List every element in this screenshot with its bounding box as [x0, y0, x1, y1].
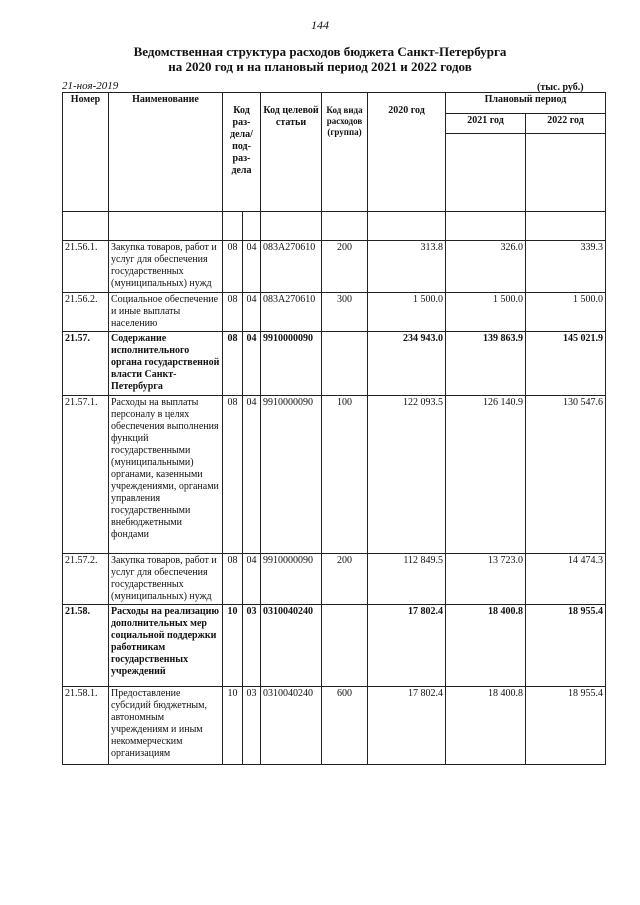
row-section: 08	[223, 396, 243, 554]
row-subsection: 04	[243, 396, 261, 554]
row-number: 21.56.2.	[63, 293, 109, 332]
row-value-2020: 234 943.0	[368, 332, 446, 396]
row-value-2020: 313.8	[368, 241, 446, 293]
row-value-2021: 13 723.0	[446, 554, 526, 605]
table-body	[63, 212, 606, 765]
row-value-2020: 17 802.4	[368, 605, 446, 687]
header-2022: 2022 год	[526, 114, 606, 134]
row-expense-type: 200	[322, 554, 368, 605]
title-line-2: на 2020 год и на плановый период 2021 и 2022 годов	[168, 59, 472, 74]
row-value-2020: 17 802.4	[368, 687, 446, 765]
row-expense-type	[322, 332, 368, 396]
row-number: 21.57.1.	[63, 396, 109, 554]
row-section: 10	[223, 605, 243, 687]
row-target-code: 9910000090	[261, 396, 322, 554]
row-value-2021: 1 500.0	[446, 293, 526, 332]
row-subsection: 04	[243, 554, 261, 605]
row-section: 10	[223, 687, 243, 765]
row-name: Закупка товаров, работ и услуг для обеспечения государственных (муниципальных) нужд	[109, 241, 223, 293]
row-section: 08	[223, 332, 243, 396]
document-date: 21-ноя-2019	[62, 80, 119, 92]
row-subsection: 04	[243, 241, 261, 293]
row-name: Расходы на выплаты персоналу в целях обеспечения выполнения функций государственными (муниципальными) органами, казенными учреждениями, органами управления государственными внебюджетными фондами	[109, 396, 223, 554]
header-blank-2021	[446, 134, 526, 212]
row-value-2022: 18 955.4	[526, 605, 606, 687]
row-expense-type: 200	[322, 241, 368, 293]
row-value-2022: 1 500.0	[526, 293, 606, 332]
row-number: 21.56.1.	[63, 241, 109, 293]
row-target-code: 9910000090	[261, 332, 322, 396]
row-value-2022: 145 021.9	[526, 332, 606, 396]
table-row	[63, 332, 606, 396]
row-target-code: 0310040240	[261, 605, 322, 687]
header-target: Код целевой статьи	[261, 93, 322, 212]
table-row	[63, 396, 606, 554]
row-expense-type	[322, 605, 368, 687]
table-row	[63, 605, 606, 687]
row-value-2020: 122 093.5	[368, 396, 446, 554]
row-value-2022: 339.3	[526, 241, 606, 293]
spacer-row	[63, 212, 606, 241]
row-value-2021: 18 400.8	[446, 687, 526, 765]
header-2020: 2020 год	[368, 93, 446, 212]
header-name: Наименование	[109, 93, 223, 212]
row-section: 08	[223, 241, 243, 293]
row-target-code: 0310040240	[261, 687, 322, 765]
row-expense-type: 600	[322, 687, 368, 765]
row-section: 08	[223, 293, 243, 332]
row-value-2022: 14 474.3	[526, 554, 606, 605]
row-subsection: 04	[243, 293, 261, 332]
row-name: Предоставление субсидий бюджетным, автономным учреждениям и иным некоммерческим организациям	[109, 687, 223, 765]
row-value-2022: 130 547.6	[526, 396, 606, 554]
row-number: 21.58.	[63, 605, 109, 687]
row-value-2021: 126 140.9	[446, 396, 526, 554]
units-label: (тыс. руб.)	[537, 82, 584, 93]
header-number: Номер	[63, 93, 109, 212]
row-name: Социальное обеспечение и иные выплаты населению	[109, 293, 223, 332]
row-expense-type: 300	[322, 293, 368, 332]
budget-table	[62, 92, 606, 765]
row-name: Расходы на реализацию дополнительных мер социальной поддержки работникам государственных учреждений	[109, 605, 223, 687]
table-row	[63, 241, 606, 293]
row-value-2021: 139 863.9	[446, 332, 526, 396]
row-target-code: 9910000090	[261, 554, 322, 605]
row-value-2021: 18 400.8	[446, 605, 526, 687]
table-row	[63, 293, 606, 332]
row-expense-type: 100	[322, 396, 368, 554]
table-row	[63, 554, 606, 605]
table-row	[63, 687, 606, 765]
row-subsection: 04	[243, 332, 261, 396]
header-blank-2022	[526, 134, 606, 212]
row-subsection: 03	[243, 605, 261, 687]
row-section: 08	[223, 554, 243, 605]
row-subsection: 03	[243, 687, 261, 765]
row-value-2022: 18 955.4	[526, 687, 606, 765]
title-line-1: Ведомственная структура расходов бюджета Санкт-Петербурга	[133, 44, 507, 59]
row-number: 21.57.2.	[63, 554, 109, 605]
header-2021: 2021 год	[446, 114, 526, 134]
document-title	[0, 44, 640, 74]
row-number: 21.57.	[63, 332, 109, 396]
row-name: Закупка товаров, работ и услуг для обеспечения государственных (муниципальных) нужд	[109, 554, 223, 605]
row-value-2020: 112 849.5	[368, 554, 446, 605]
row-name: Содержание исполнительного органа государственной власти Санкт-Петербурга	[109, 332, 223, 396]
page-number: 144	[311, 18, 329, 32]
header-expense-type: Код вида расходов (группа)	[322, 93, 368, 212]
header-planned-period: Плановый период	[446, 93, 606, 114]
row-value-2020: 1 500.0	[368, 293, 446, 332]
row-number: 21.58.1.	[63, 687, 109, 765]
row-value-2021: 326.0	[446, 241, 526, 293]
row-target-code: 083А270610	[261, 241, 322, 293]
row-target-code: 083А270610	[261, 293, 322, 332]
header-section: Код раз-дела/ под-раз-дела	[223, 93, 261, 212]
